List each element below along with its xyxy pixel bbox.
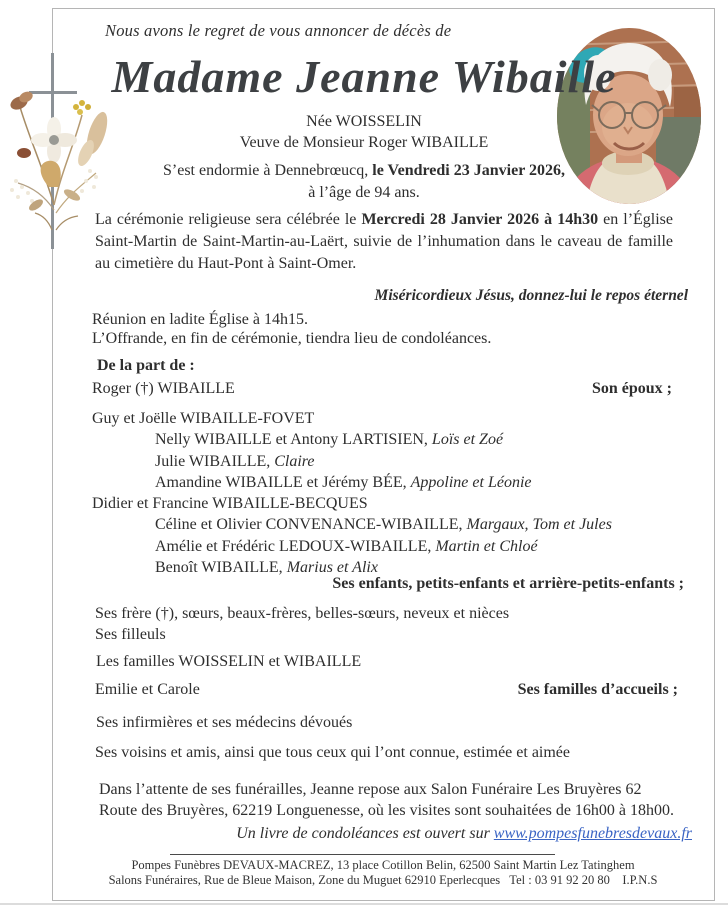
foster-names: Emilie et Carole [95,681,200,698]
godchildren-line: Ses filleuls [95,626,166,643]
condolence-book-line: Un livre de condoléances est ouvert sur www.pompesfunebresdevaux.fr [236,825,692,842]
family-row: Amélie et Frédéric LEDOUX-WIBAILLE, Martin et Chloé [155,537,538,555]
spouse-name: Roger (†) WIBAILLE [92,380,235,397]
family-row: Amandine WIBAILLE et Jérémy BÉE, Appoline et Léonie [155,473,532,491]
siblings-line: Ses frère (†), sœurs, beaux-frères, belles-sœurs, neveux et nièces [95,605,510,622]
foster-relation: Ses familles d’accueils ; [517,681,678,698]
funeral-home-line2: Route des Bruyères, 62219 Longuenesse, où les visites sont souhaitées de 16h00 à 18h00. [99,801,675,819]
family-row: Céline et Olivier CONVENANCE-WIBAILLE, Margaux, Tom et Jules [155,516,612,534]
meeting-line: Réunion en ladite Église à 14h15. [92,311,308,328]
footer-address-line2: Salons Funéraires, Rue de Bleue Maison, Zone du Muguet 62910 Eperlecques Tel : 03 91 92 20 80 I.P.N.S [108,873,658,887]
death-date: le Vendredi 23 Janvier 2026, [372,162,566,179]
age-line: à l’âge de 94 ans. [308,184,420,201]
deceased-name: Madame Jeanne Wibaille [111,51,617,102]
family-row: Guy et Joëlle WIBAILLE-FOVET [92,410,315,427]
nurses-line: Ses infirmières et ses médecins dévoués [96,714,353,731]
condolence-website-link[interactable]: www.pompesfunebresdevaux.fr [493,825,692,842]
maiden-name: Née WOISSELIN [306,113,422,130]
spouse-relation: Son époux ; [591,380,672,397]
family-list [92,410,692,580]
footer-divider [170,854,555,855]
prayer-line: Miséricordieux Jésus, donnez-lui le repos éternel [374,287,688,304]
ceremony-datetime: Mercredi 28 Janvier 2026 à 14h30 [361,211,599,228]
widow-line: Veuve de Monsieur Roger WIBAILLE [239,134,489,151]
families-line: Les familles WOISSELIN et WIBAILLE [96,653,362,670]
offering-line: L’Offrande, en fin de cérémonie, tiendra lieu de condoléances. [92,330,492,347]
spouse-row [92,380,672,398]
announcement-intro: Nous avons le regret de vous annoncer de décès de [105,21,452,40]
family-row: Julie WIBAILLE, Claire [155,452,315,470]
family-relation-line: Ses enfants, petits-enfants et arrière-petits-enfants ; [332,575,684,592]
neighbors-line: Ses voisins et amis, ainsi que tous ceux qui l’ont connue, estimée et aimée [95,744,571,761]
family-row: Benoît WIBAILLE, Marius et Alix [155,559,378,577]
death-line: S’est endormie à Dennebrœucq, le Vendredi 23 Janvier 2026, [162,162,566,179]
scan-edge-shadow [0,903,728,905]
funeral-home-paragraph [99,780,679,821]
funeral-home-line1: Dans l’attente de ses funérailles, Jeanne repose aux Salon Funéraire Les Bruyères 62 [99,781,642,798]
footer-address-line1: Pompes Funèbres DEVAUX-MACREZ, 13 place Cotillon Belin, 62500 Saint Martin Lez Tatinghem [131,858,635,872]
ceremony-paragraph: La cérémonie religieuse sera célébrée le Mercredi 28 Janvier 2026 à 14h30 en l’Église Saint-Martin de Saint-Martin-au-Laërt, suivie de l’inhumation dans le caveau de famille au cimetière du Haut-Pont à Saint-Omer. [95,211,674,272]
family-row: Nelly WIBAILLE et Antony LARTISIEN, Loïs et Zoé [155,431,504,449]
from-heading: De la part de : [97,357,195,374]
foster-row [95,681,678,699]
family-row: Didier et Francine WIBAILLE-BECQUES [92,495,368,513]
